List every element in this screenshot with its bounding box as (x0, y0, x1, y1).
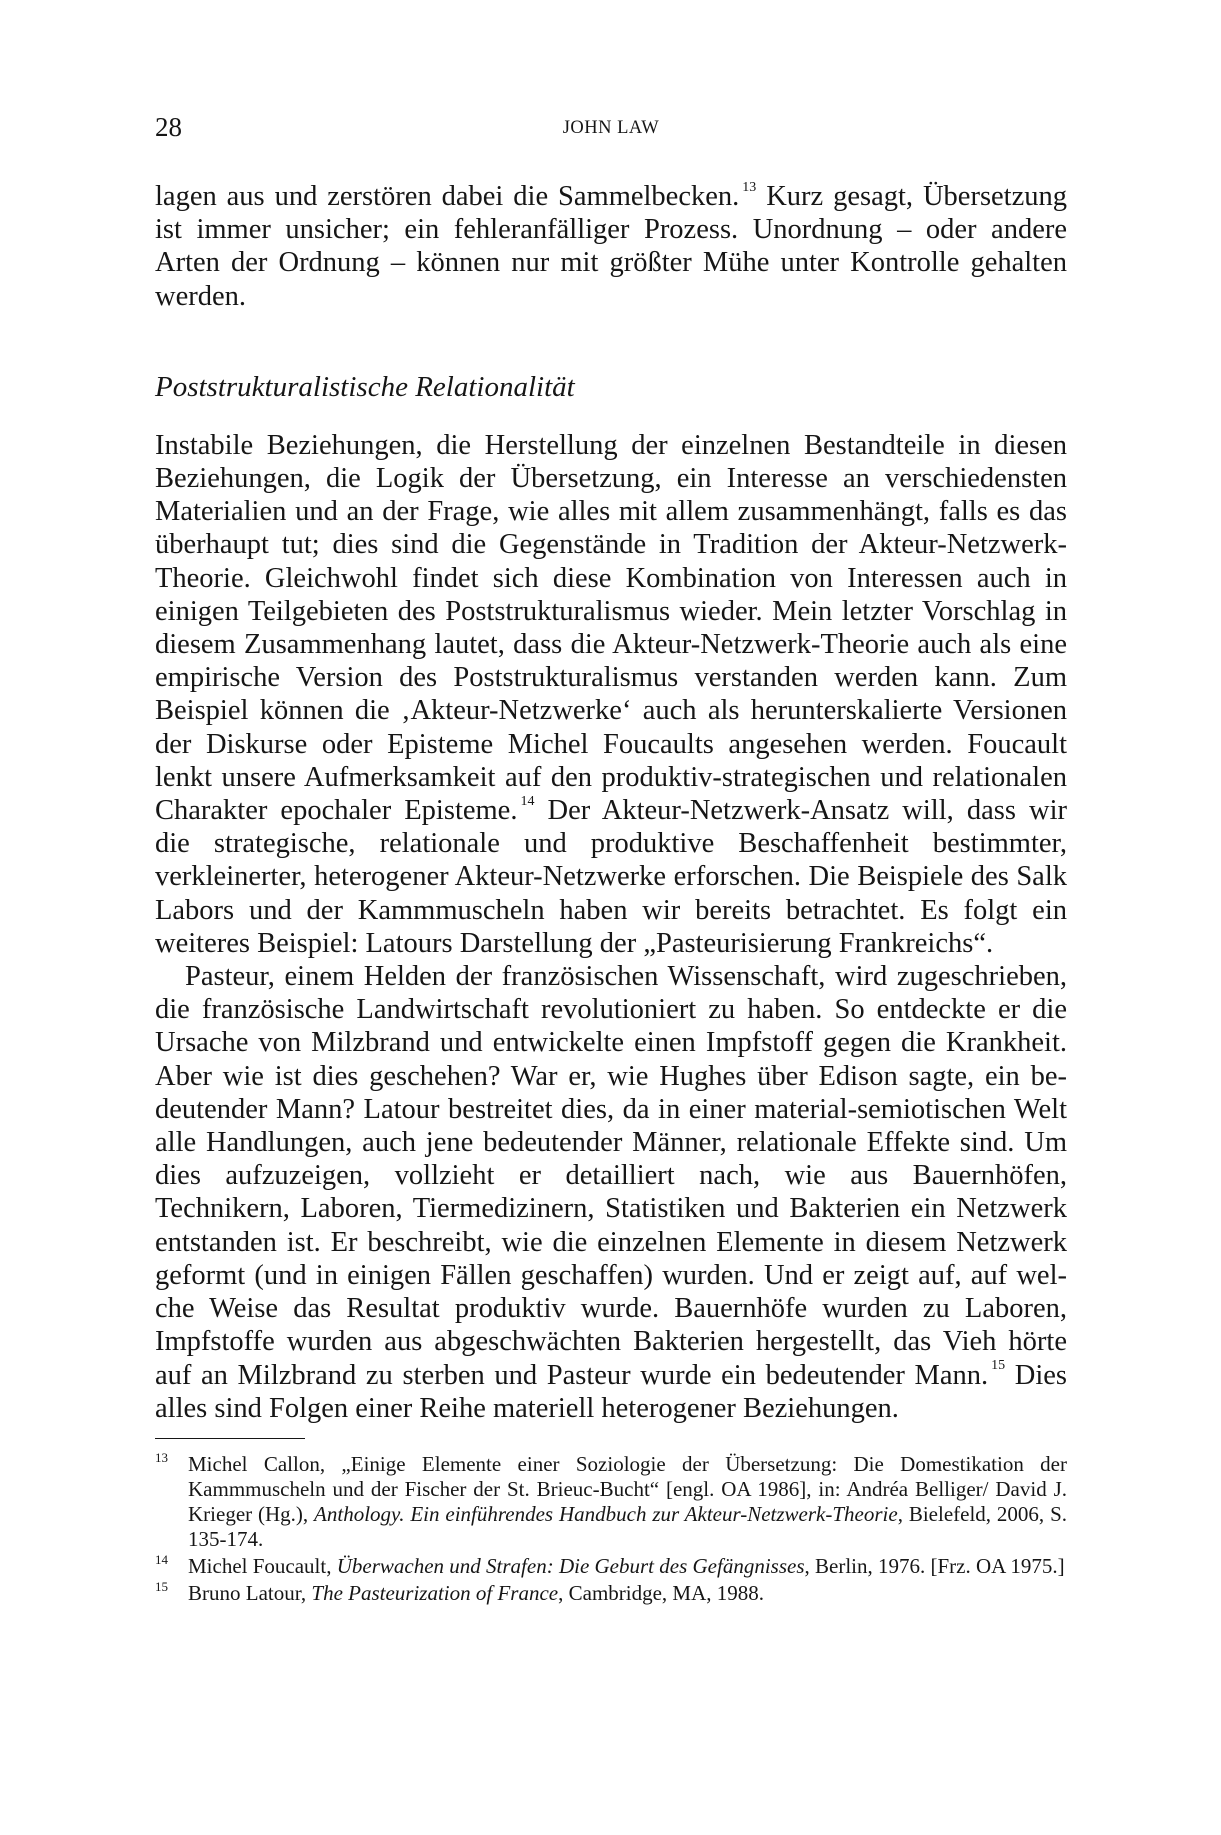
footnote-15 (155, 1581, 1067, 1606)
paragraph-2-text-b: Der Akteur-Netzwerk-Ansatz will, dass wir die strategische, relationale und produktive Beschaffenheit bestimmter, verkleinerter, heterogener Akteur-Netzwerke erforschen. Die Beispiele des Salk Labors und der Kammmuscheln haben wir bereits betrachtet. Es folgt ein weiteres Beispiel: Latours Darstellung der „Pasteurisierung Frankreichs“. (155, 795, 1067, 959)
footnote-ref-13: 13 (742, 179, 757, 195)
footnote-text: Bruno Latour, (188, 1581, 312, 1605)
footnote-title: Anthology. Ein einführendes Handbuch zur Akteur-Netzwerk-Theorie (314, 1502, 898, 1526)
section-heading: Poststrukturalistische Relationalität (155, 370, 575, 403)
footnote-number: 13 (155, 1450, 168, 1465)
footnote-text: Michel Callon, „Einige Elemente einer Soziologie der Übersetzung: Die Domestikation der Kammmuscheln und der Fischer der St. Brieuc-Bucht“ [engl. OA 1986], in: Andréa Belliger/ David J. Krieger (Hg.), (188, 1452, 1067, 1526)
footnote-text: , Bielefeld, 2006, S. 135-174. (188, 1502, 1067, 1551)
footnote-text: , Cambridge, MA, 1988. (558, 1581, 765, 1605)
page-header (155, 110, 1067, 144)
paragraph-2 (155, 429, 1067, 960)
footnote-13 (155, 1452, 1067, 1552)
footnote-ref-15: 15 (991, 1358, 1006, 1373)
paragraph-3-text-a: Pasteur, einem Helden der französischen Wissenschaft, wird zugeschrieben, die französische Landwirtschaft revolutioniert zu haben. So entdeckte er die Ursache von Milzbrand und entwickelte einen Impfstoff gegen die Krankheit. Aber wie ist dies geschehen? War er, wie Hughes über Edison sagte, ein bedeutender Mann? Latour bestreitet dies, da in einer material-semiotischen Welt alle Handlungen, auch jene bedeutender Männer, relationale Effekte sind. Um dies aufzuzeigen, vollzieht er detailliert nach, wie aus Bauernhöfen, Technikern, Laboren, Tiermedizinern, Statistiken und Bakterien ein Netzwerk entstanden ist. Er beschreibt, wie die einzelnen Elemente in diesem Netzwerk geformt (und in einigen Fällen geschaffen) wurden. Und er zeigt auf, auf welche Weise das Resultat produktiv wurde. Bauernhöfe wurden zu Laboren, Impfstoffe wurden aus abgeschwächten Bakterien hergestellt, das Vieh hörte auf an Milzbrand zu sterben und Pasteur wurde ein bedeutender Mann. (155, 961, 1067, 1391)
footnote-number: 14 (155, 1552, 168, 1567)
paragraph-2-text-a: Instabile Beziehungen, die Herstellung der einzelnen Bestandteile in diesen Beziehungen, die Logik der Übersetzung, ein Interesse an verschiedensten Materialien und an der Frage, wie alles mit allem zusammenhängt, falls es das überhaupt tut; dies sind die Gegenstände in Tradition der Akteur-Netzwerk-Theorie. Gleichwohl findet sich diese Kombination von Interessen auch in einigen Teilgebieten des Poststrukturalismus wieder. Mein letzter Vorschlag in diesem Zusammenhang lautet, dass die Akteur-Netzwerk-Theorie auch als eine empirische Version des Poststrukturalismus verstanden werden kann. Zum Beispiel können die ‚Akteur-Netzwerke‘ auch als herunterskalierte Versionen der Diskurse oder Episteme Michel Foucaults angesehen werden. Foucault lenkt unsere Aufmerksamkeit auf den produktiv-strategischen und relationalen Charakter epochaler Episteme. (155, 429, 1067, 827)
footnote-number: 15 (155, 1579, 168, 1594)
paragraph-3-text-b: Dies alles sind Folgen einer Reihe materiell heterogener Beziehungen. (155, 1359, 1067, 1424)
running-head: JOHN LAW (562, 118, 660, 138)
footnote-divider (155, 1438, 305, 1439)
paragraph-3 (155, 960, 1067, 1425)
footnote-title: The Pasteurization of France (311, 1581, 559, 1605)
footnote-ref-14: 14 (520, 793, 535, 809)
footnotes (155, 1452, 1067, 1608)
paragraph-1 (155, 180, 1067, 313)
page-number: 28 (155, 112, 182, 142)
paragraph-1-text-b: Kurz gesagt, Übersetzung ist immer unsicher; ein fehleranfälliger Prozess. Unordnung – oder andere Arten der Ordnung – können nur mit größter Mühe unter Kontrolle gehalten werden. (155, 181, 1067, 312)
footnote-14 (155, 1554, 1067, 1579)
body-text (155, 180, 1067, 1425)
footnote-title: Überwachen und Strafen: Die Geburt des Gefängnisses (336, 1554, 805, 1578)
footnote-text: Michel Foucault, (188, 1554, 337, 1578)
paragraph-1-text-a: lagen aus und zerstören dabei die Sammelbecken. (155, 181, 740, 212)
footnote-text: , Berlin, 1976. [Frz. OA 1975.] (804, 1554, 1065, 1578)
